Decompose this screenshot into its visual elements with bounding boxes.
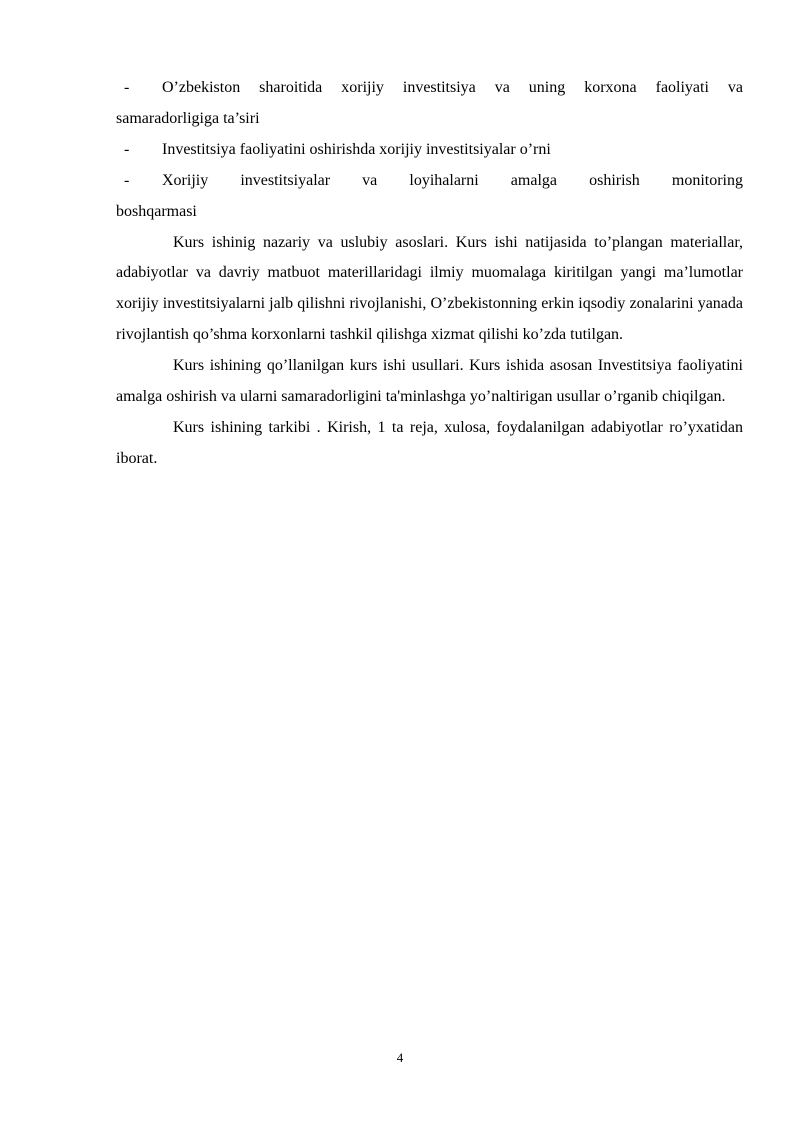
bullet-item-3 — [116, 166, 743, 228]
bullet-3-text: Xorijiy investitsiyalar va loyihalarni amalga oshirish monitoring — [162, 171, 743, 189]
page-text-block — [116, 73, 743, 475]
bullet-2-first-line — [116, 135, 743, 166]
bullet-1-continuation: samaradorligiga ta’siri — [116, 109, 260, 127]
paragraph-theory: Kurs ishinig nazariy va uslubiy asoslari. Kurs ishi natijasida to’plangan materiallar, adabiyotlar va davriy matbuot materillaridagi ilmiy muomalaga kiritilgan yangi ma’lumotlar xorijiy investitsiyalarni jalb qilishni rivojlanishi, O’zbekistonning erkin iqsodiy zonalarini yanada rivojlantish qo’shma korxonlarni tashkil qilishga xizmat qilishi ko’zda tutilgan. — [116, 233, 743, 344]
bullet-dash: - — [124, 140, 130, 158]
bullet-3-first-line — [116, 166, 743, 197]
page-number: 4 — [396, 1050, 404, 1065]
bullet-1-first-line — [116, 73, 743, 104]
bullet-item-1 — [116, 73, 743, 135]
paragraph-structure: Kurs ishining tarkibi . Kirish, 1 ta reja, xulosa, foydalanilgan adabiyotlar ro’yxatidan iborat. — [116, 418, 743, 467]
paragraph-methods: Kurs ishining qo’llanilgan kurs ishi usullari. Kurs ishida asosan Investitsiya faoliyatini amalga oshirish va ularni samaradorligini ta'minlashga yo’naltirigan usullar o’rganib chiqilgan. — [116, 357, 743, 406]
bullet-dash: - — [124, 171, 130, 189]
bullet-2-text: Investitsiya faoliyatini oshirishda xorijiy investitsiyalar o’rni — [162, 140, 551, 158]
bullet-item-2 — [116, 135, 743, 166]
bullet-3-continuation: boshqarmasi — [116, 202, 197, 220]
bullet-dash: - — [124, 79, 130, 96]
bullet-1-text: O’zbekiston sharoitida xorijiy investitsiya va uning korxona faoliyati va — [162, 79, 743, 96]
